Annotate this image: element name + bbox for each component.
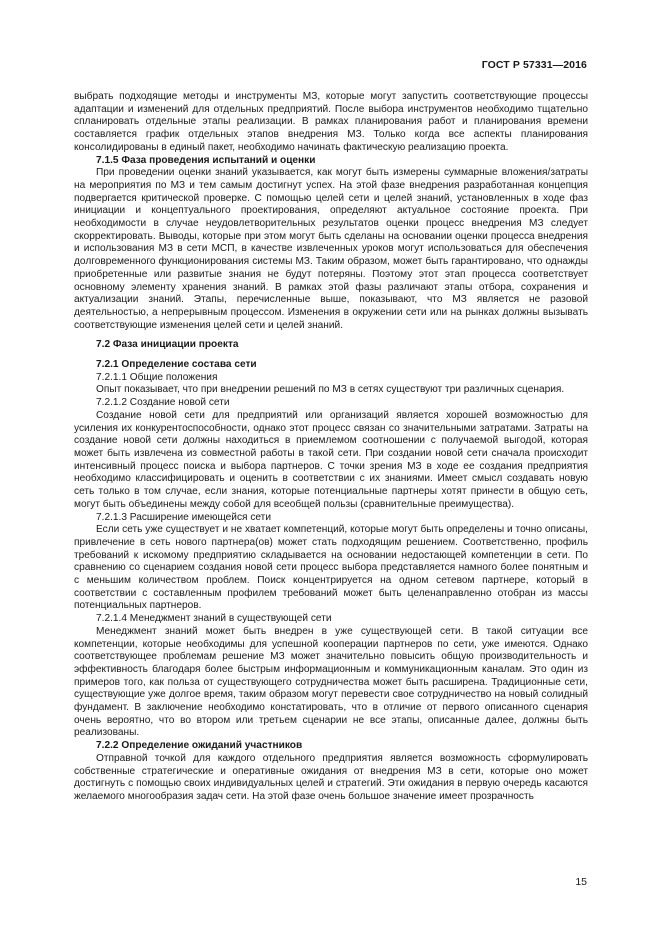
paragraph-continuation: выбрать подходящие методы и инструменты МЗ, которые могут запустить соответствующие процессы адаптации и изменений для отдельных предприятий. После выбора инструментов необходимо тщательно спланировать отдельные этапы реализации. В рамках планирования работ и планирования времени составляется график отдельных этапов внедрения МЗ. Только когда все аспекты планирования консолидированы в единый пакет, необходимо начинать фактическую реализацию проекта.: [74, 91, 588, 153]
paragraph-evaluation: При проведении оценки знаний указывается, как могут быть измерены суммарные вложения/затраты на мероприятия по МЗ и тем самым достигнут успех. На этой фазе внедрения разработанная концепция подвергается критической проверке. С помощью целей сети и целей знаний, установленных в ходе фаз инициации и концептуального проектирования, определяют актуальное состояние проекта. При необходимости в случае неудовлетворительных результатов оценки процесс внедрения МЗ следует скорректировать. Выводы, которые при этом могут быть сделаны на основании оценки процесса внедрения и использования МЗ в сети МСП, в качестве извлеченных уроков могут использоваться для обеспечения долговременного функционирования системы МЗ. Таким образом, может быть гарантировано, что однажды приобретенные или развитые знания не будут потеряны. Поэтому этот этап процесса соответствует основному элементу хранения знаний. В рамках этой фазы различают этапы отбора, сохранения и актуализации знаний. Этапы, перечисленные выше, показывают, что МЗ является не разовой деятельностью, а непрерывным процессом. Изменения в окружении сети или на рынках должны вызывать соответствующие изменения целей сети и целей знаний.: [74, 167, 588, 331]
page-number: 15: [575, 876, 587, 888]
paragraph-existing-network: Менеджмент знаний может быть внедрен в уже существующей сети. В такой ситуации все компетенции, которые необходимы для успешной кооперации партнеров по сети, уже имеются. Однако соответствующее проблемам решение МЗ может значительно повысить общую производительность и эффективность благодаря более быстрым информационным и коммуникационным каналам. Это один из примеров того, как польза от существующего сотрудничества может быть расширена. Традиционные сети, существующие уже долгое время, таким образом могут перевести свое сотрудничество на новый солидный фундамент. В заключение необходимо констатировать, что в отличие от первого описанного сценария очень вероятно, что во втором или третьем сценарии не все этапы, описанные далее, должны быть реализованы.: [74, 625, 588, 739]
standard-header: ГОСТ Р 57331—2016: [481, 59, 587, 71]
paragraph-expectations: Отправной точкой для каждого отдельного предприятия является возможность сформулировать собственные стратегические и оперативные ожидания от внедрения МЗ в сети, которые оно может достигнуть с помощью своих индивидуальных целей и стратегий. Эти ожидания в первую очередь касаются желаемого многообразия задач сети. На этой фазе очень большое значение имеет прозрачность: [74, 752, 588, 802]
heading-7-2: 7.2 Фаза инициации проекта: [96, 339, 239, 351]
subheading-7-2-1-2: 7.2.1.2 Создание новой сети: [96, 397, 230, 409]
paragraph-extension: Если сеть уже существует и не хватает компетенций, которые могут быть определены и точно описаны, привлечение в сеть нового партнера(ов) может стать подходящим решением. Соответственно, профиль требований к искомому предприятию складывается на основании недостающей компетенции в сети. По сравнению со сценарием создания новой сети процесс выбора представляется намного более понятным и с меньшим количеством проблем. Поиск концентрируется на одном сетевом партнере, который в соответствии с составленным профилем требований может быть целенаправленно отобран из массы потенциальных партнеров.: [74, 524, 588, 612]
heading-7-2-1: 7.2.1 Определение состава сети: [96, 359, 257, 371]
subheading-7-2-1-3: 7.2.1.3 Расширение имеющейся сети: [96, 511, 271, 523]
subheading-7-2-1-1: 7.2.1.1 Общие положения: [96, 371, 218, 383]
paragraph-new-network: Создание новой сети для предприятий или организаций является хорошей возможностью для усиления их конкурентоспособности, однако этот процесс связан со значительными затратами. Затраты на создание новой сети должны находиться в приемлемом соотношении с получаемой выгодой, которая может быть извлечена из совместной работы в такой сети. При создании новой сети сначала происходит интенсивный процесс поиска и выбора партнеров. С точки зрения МЗ в ходе ее создания предприятия необходимо классифицировать и оценить в соответствии с их знаниями. Имеет смысл создавать новую сеть только в том случае, если знания, которые потенциальные партнеры хотят принести в общую сеть, могут быть объединены между собой для всеобщей пользы (сравнительные преимущества).: [74, 409, 588, 510]
paragraph-scenarios: Опыт показывает, что при внедрении решений по МЗ в сетях существуют три различных сценария.: [96, 384, 565, 396]
subheading-7-2-1-4: 7.2.1.4 Менеджмент знаний в существующей сети: [96, 613, 332, 625]
heading-7-2-2: 7.2.2 Определение ожиданий участников: [96, 740, 303, 752]
page-body: [74, 91, 588, 804]
heading-7-1-5: 7.1.5 Фаза проведения испытаний и оценки: [96, 154, 316, 166]
